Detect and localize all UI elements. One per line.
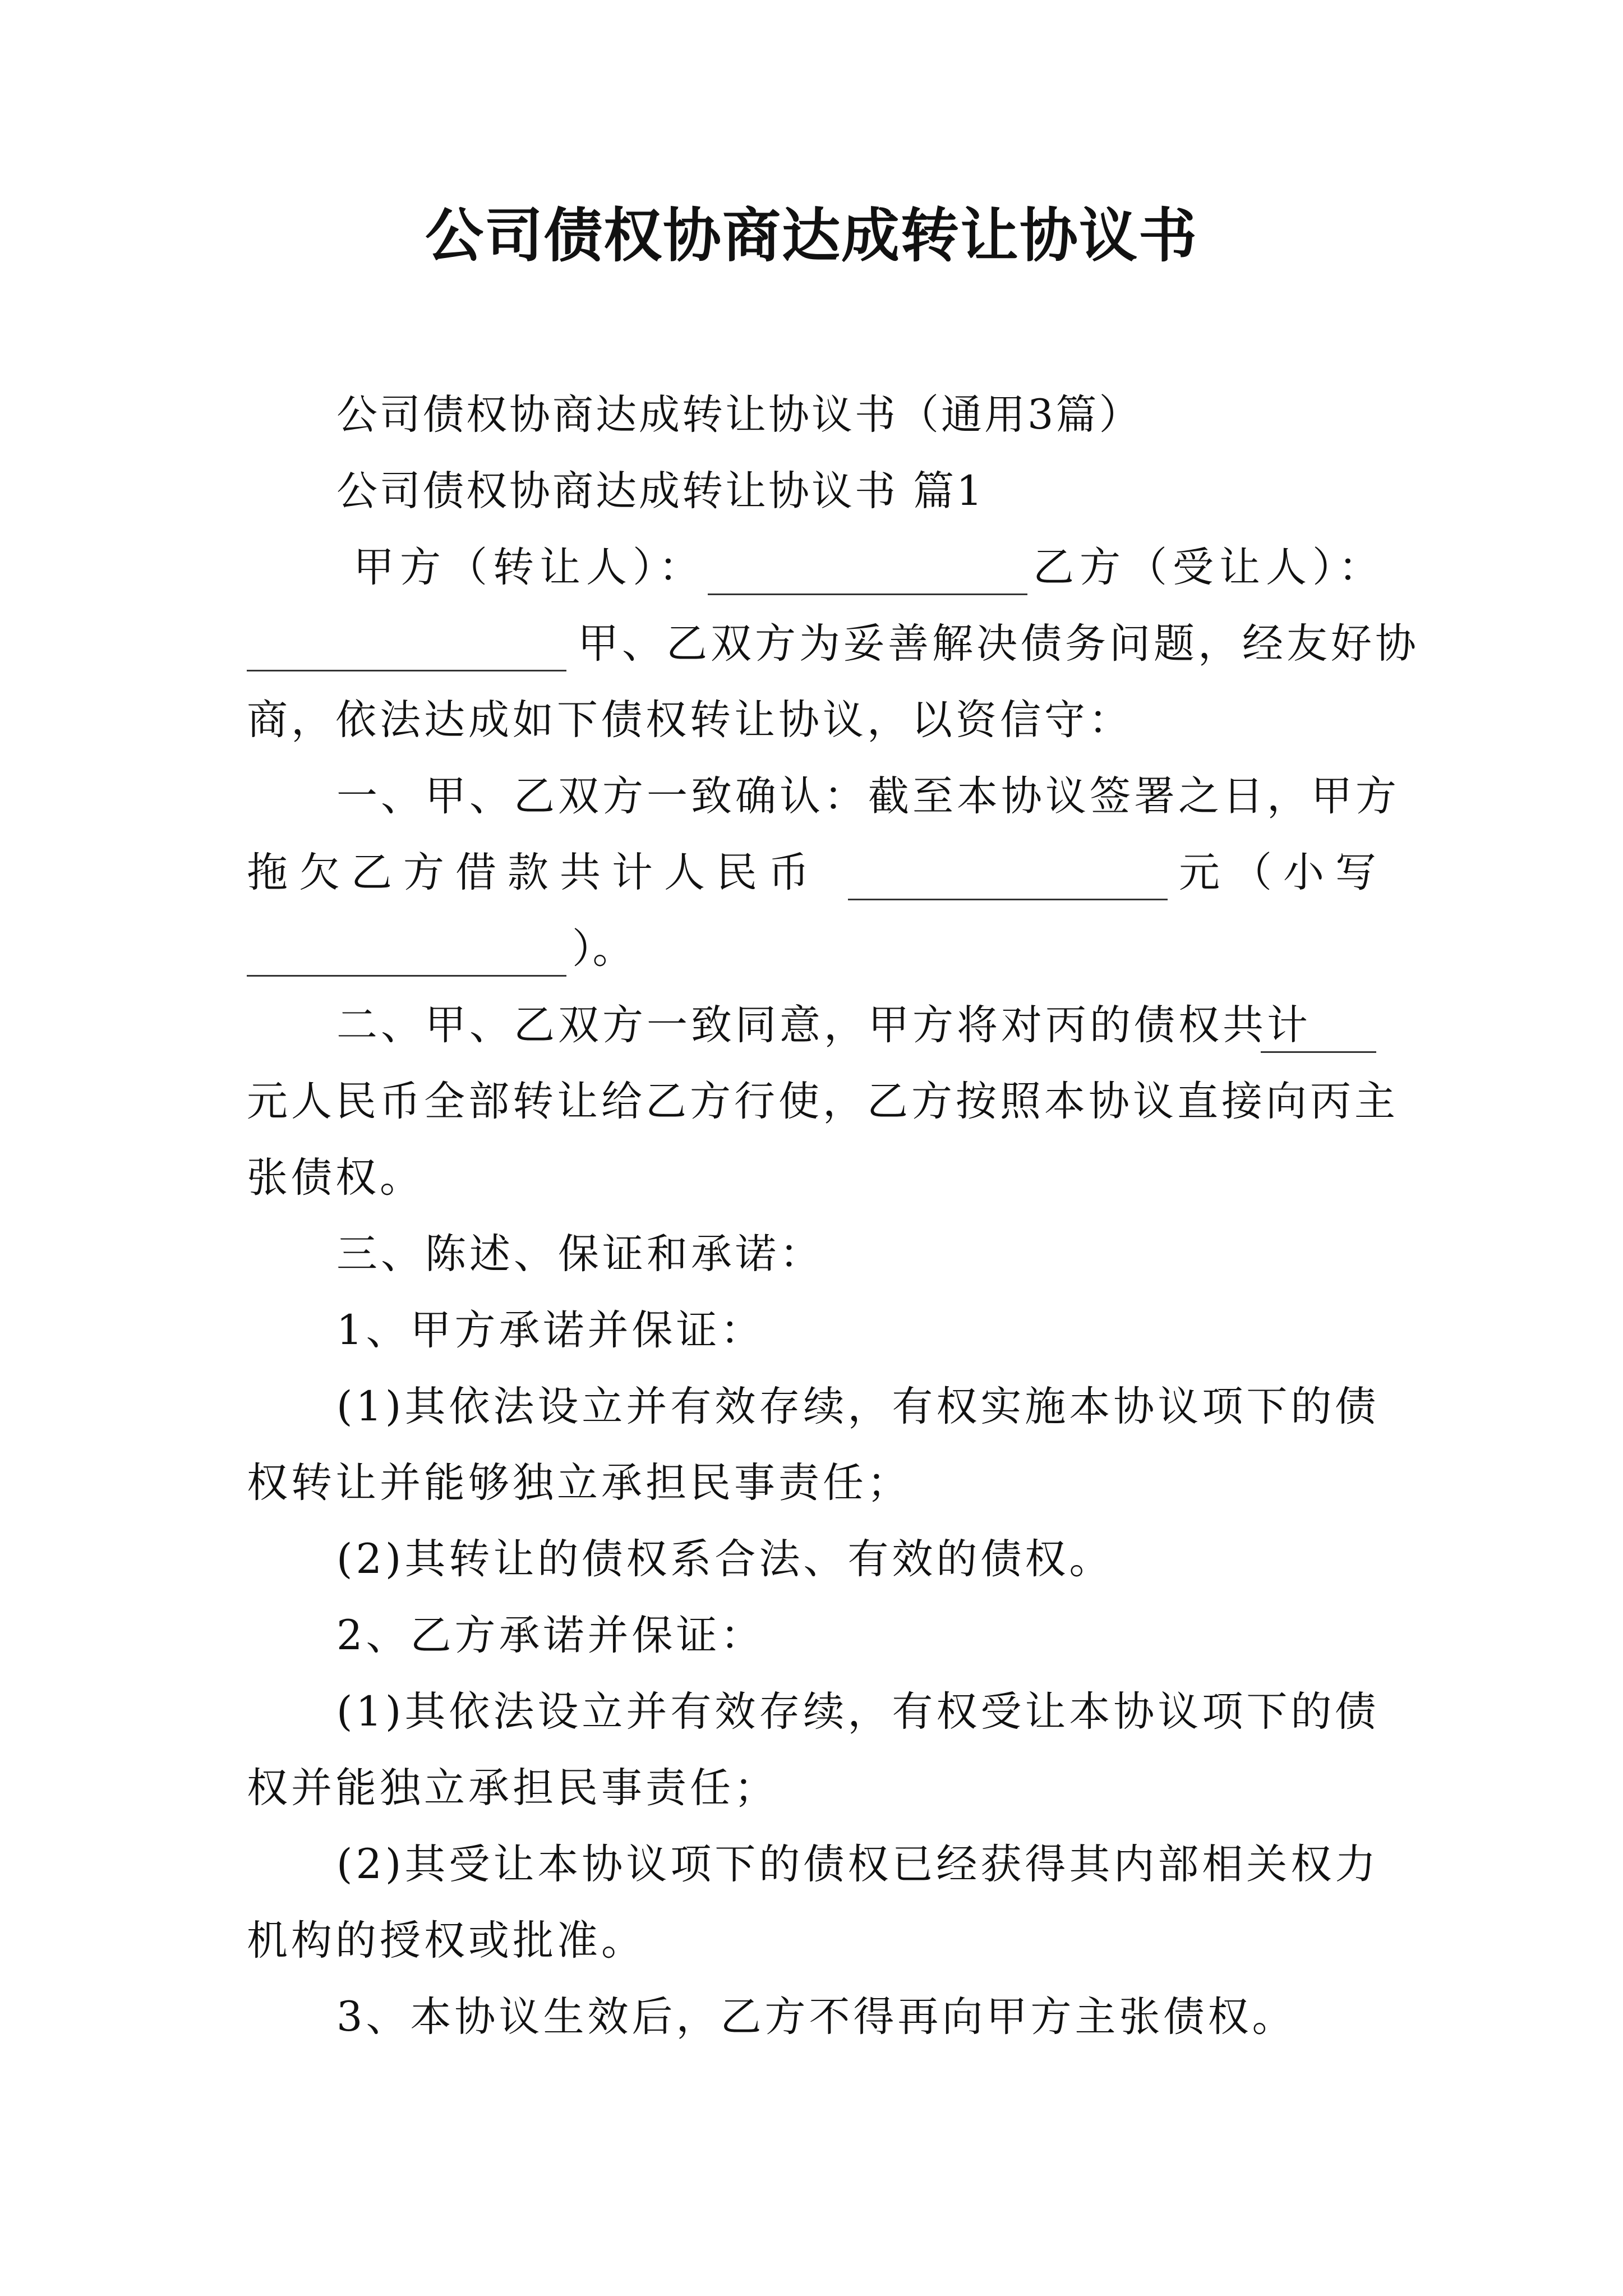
document-title: 公司债权协商达成转让协议书	[425, 201, 1198, 270]
sub-clause-line: 权并能独立承担民事责任；	[247, 1764, 778, 1812]
clause-one-line: 一、甲、乙双方一致确认：截至本协议签署之日，甲方	[336, 772, 1400, 820]
sub-clause-heading: 1、甲方承诺并保证：	[336, 1306, 765, 1354]
section-heading: 公司债权协商达成转让协议书 篇1	[336, 467, 985, 515]
sub-clause-line: (2)其受让本协议项下的债权已经获得其内部相关权力	[336, 1841, 1380, 1888]
clause-three-heading: 三、陈述、保证和承诺：	[336, 1230, 824, 1278]
paragraph-line: 甲、乙双方为妥善解决债务问题，经友好协	[578, 620, 1419, 668]
subtitle-line: 公司债权协商达成转让协议书（通用3篇）	[336, 391, 1142, 439]
sub-clause-line: 3、本协议生效后，乙方不得再向甲方主张债权。	[336, 1993, 1297, 2041]
clause-two-line: 二、甲、乙双方一致同意，甲方将对丙的债权共计	[336, 1001, 1311, 1049]
clause-one-line: 元（小写	[1179, 849, 1387, 896]
lowercase-amount-blank	[247, 936, 566, 977]
sub-clause-line: (1)其依法设立并有效存续，有权受让本协议项下的债	[336, 1688, 1380, 1736]
party-b-label: 乙方（受让人）：	[1033, 544, 1385, 591]
amount-blank	[848, 859, 1168, 900]
clause-two-line: 张债权。	[247, 1154, 424, 1202]
claim-amount-blank	[1261, 1012, 1376, 1053]
clause-one-line: 拖欠乙方借款共计人民币	[247, 849, 820, 896]
sub-clause-line: 权转让并能够独立承担民事责任；	[247, 1459, 911, 1507]
party-b-blank	[247, 631, 566, 671]
clause-two-line: 元人民币全部转让给乙方行使，乙方按照本协议直接向丙主	[247, 1078, 1399, 1125]
party-a-label: 甲方（转让人）：	[353, 544, 706, 591]
sub-clause-line: (2)其转让的债权系合法、有效的债权。	[336, 1535, 1114, 1583]
paragraph-line: 商，依法达成如下债权转让协议，以资信守：	[247, 696, 1133, 744]
clause-one-line: ）。	[572, 925, 634, 973]
party-a-blank	[708, 554, 1027, 595]
sub-clause-heading: 2、乙方承诺并保证：	[336, 1612, 765, 1659]
sub-clause-line: 机构的授权或批准。	[247, 1917, 645, 1964]
sub-clause-line: (1)其依法设立并有效存续，有权实施本协议项下的债	[336, 1383, 1380, 1430]
